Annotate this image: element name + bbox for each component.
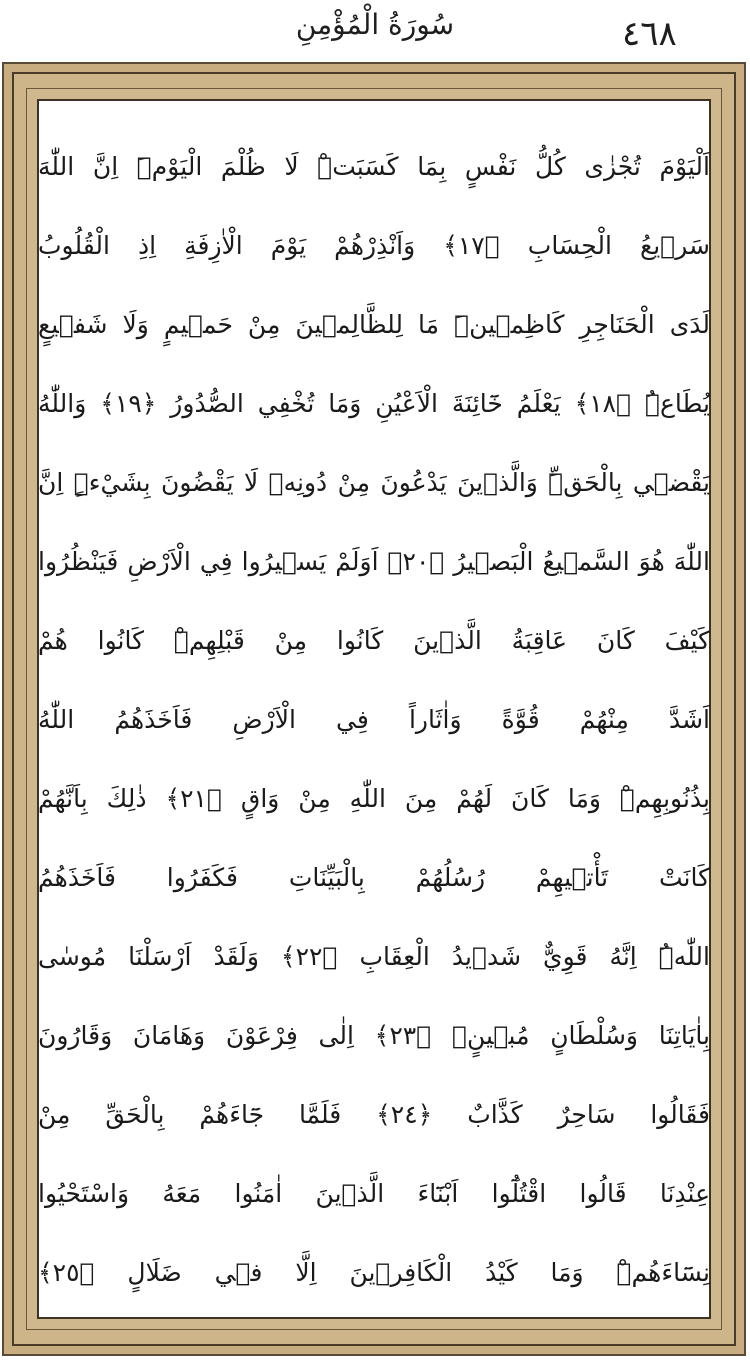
text-line-15: نِسَٓاءَهُمْۜ وَمَا كَيْدُ الْكَافِر۪ينَ اِلَّا ف۪ي ضَلَالٍ ﴿٢٥﴾ — [38, 1258, 710, 1287]
text-line-7: كَيْفَ كَانَ عَاقِبَةُ الَّذ۪ينَ كَانُوا مِنْ قَبْلِهِمْۜ كَانُوا هُمْ — [38, 626, 710, 655]
text-line-10: كَانَتْ تَأْت۪يهِمْ رُسُلُهُمْ بِالْبَيِّنَاتِ فَكَفَرُوا فَاَخَذَهُمُ — [38, 863, 710, 892]
text-line-3: لَدَى الْحَنَاجِرِ كَاظِم۪ينَۜ مَا لِلظَّالِم۪ينَ مِنْ حَم۪يمٍ وَلَا شَف۪يعٍ — [38, 310, 710, 339]
page-number: ٤٦٨ — [622, 14, 677, 54]
text-line-13: فَقَالُوا سَاحِرٌ كَذَّابٌ ﴿٢٤﴾ فَلَمَّا جَٓاءَهُمْ بِالْحَقِّ مِنْ — [38, 1100, 710, 1129]
text-line-5: يَقْض۪ي بِالْحَقِّۜ وَالَّذ۪ينَ يَدْعُونَ مِنْ دُونِه۪ لَا يَقْضُونَ بِشَيْءٍۜ اِنَّ — [38, 468, 710, 497]
text-line-4: يُطَاعُۜ ﴿١٨﴾ يَعْلَمُ خَٓائِنَةَ الْاَعْيُنِ وَمَا تُخْفِي الصُّدُورُ ﴿١٩﴾ وَاللّٰهُ — [38, 389, 710, 418]
surah-title: سُورَةُ الْمُؤْمِنِ — [295, 8, 455, 41]
page-header — [0, 0, 750, 60]
quran-text-block — [38, 130, 710, 1330]
text-line-14: عِنْدِنَا قَالُوا اقْتُلُٓوا اَبْنَٓاءَ الَّذ۪ينَ اٰمَنُوا مَعَهُ وَاسْتَحْيُوا — [38, 1179, 710, 1208]
text-line-8: اَشَدَّ مِنْهُمْ قُوَّةً وَاٰثَاراً فِي الْاَرْضِ فَاَخَذَهُمُ اللّٰهُ — [38, 705, 710, 734]
text-line-9: بِذُنُوبِهِمْۜ وَمَا كَانَ لَهُمْ مِنَ اللّٰهِ مِنْ وَاقٍ ﴿٢١﴾ ذٰلِكَ بِاَنَّهُمْ — [38, 784, 710, 813]
text-line-1: اَلْيَوْمَ تُجْزٰى كُلُّ نَفْسٍ بِمَا كَسَبَتْۜ لَا ظُلْمَ الْيَوْمَۜ اِنَّ اللّٰهَ — [38, 152, 710, 181]
text-line-12: بِاٰيَاتِنَا وَسُلْطَانٍ مُب۪ينٍۙ ﴿٢٣﴾ اِلٰى فِرْعَوْنَ وَهَامَانَ وَقَارُونَ — [38, 1021, 710, 1050]
text-line-6: اللّٰهَ هُوَ السَّم۪يعُ الْبَص۪يرُ ﴿٢٠﴾ اَوَلَمْ يَس۪يرُوا فِي الْاَرْضِ فَيَنْظُرُوا — [38, 547, 710, 576]
text-line-2: سَر۪يعُ الْحِسَابِ ﴿١٧﴾ وَاَنْذِرْهُمْ يَوْمَ الْاٰزِفَةِ اِذِ الْقُلُوبُ — [38, 231, 710, 260]
text-line-11: اللّٰهُۜ اِنَّهُ قَوِيٌّ شَد۪يدُ الْعِقَابِ ﴿٢٢﴾ وَلَقَدْ اَرْسَلْنَا مُوسٰى — [38, 942, 710, 971]
